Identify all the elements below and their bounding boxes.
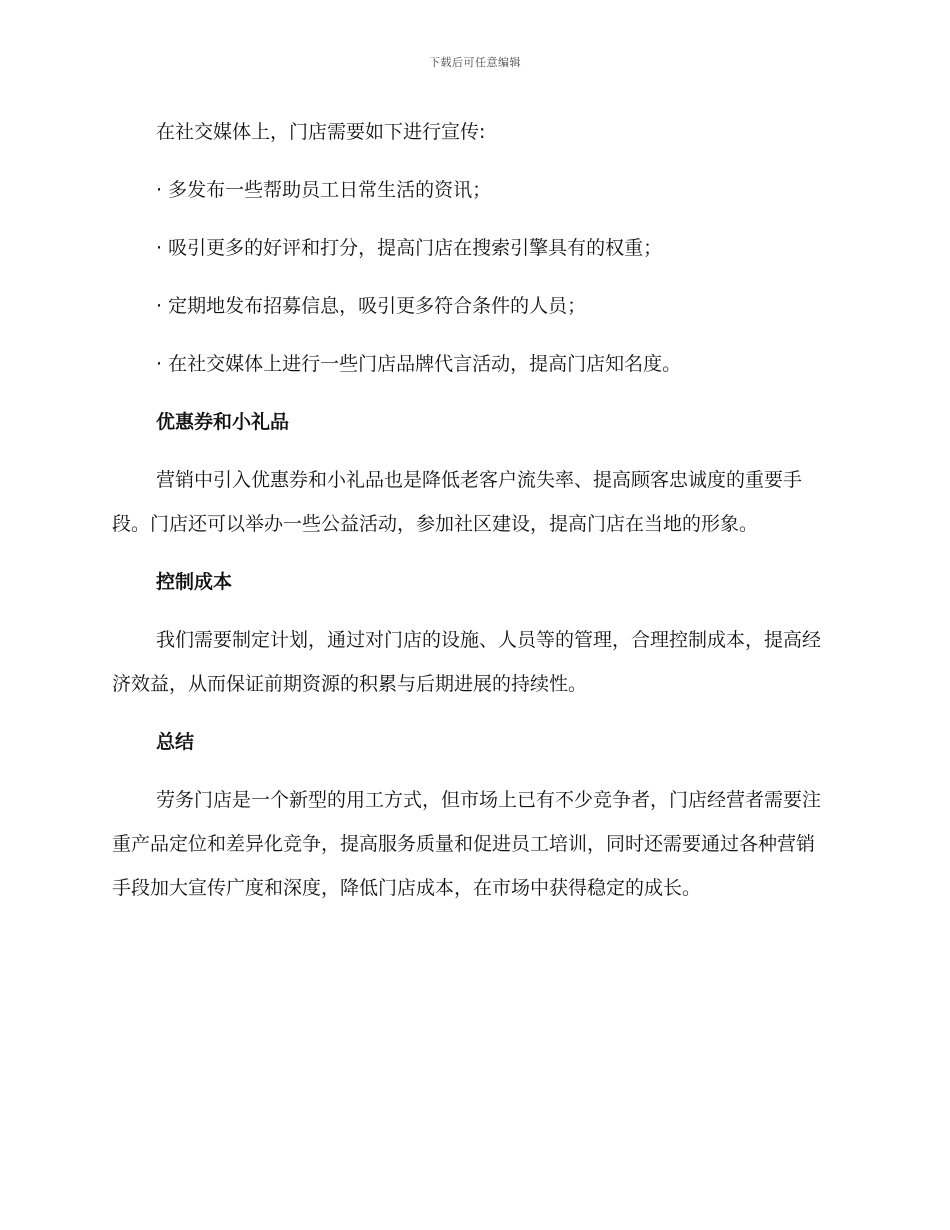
bullet-item: · 定期地发布招募信息，吸引更多符合条件的人员； — [156, 295, 587, 317]
section-heading: 控制成本 — [156, 571, 233, 593]
bullet-item: · 多发布一些帮助员工日常生活的资讯； — [156, 179, 492, 201]
section-body: 营销中引入优惠券和小礼品也是降低老客户流失率、提高顾客忠诚度的重要手段。门店还可以举办一些公益活动，参加社区建设，提高门店在当地的形象。 — [112, 469, 803, 535]
bullet-item: · 吸引更多的好评和打分，提高门店在搜索引擎具有的权重； — [156, 237, 663, 259]
section-body: 劳务门店是一个新型的用工方式，但市场上已有不少竞争者，门店经营者需要注重产品定位和差异化竞争，提高服务质量和促进员工培训，同时还需要通过各种营销手段加大宣传广度和深度，降低门店成本，在市场中获得稳定的成长。 — [112, 789, 822, 899]
document-body — [112, 110, 832, 924]
bullet-list — [112, 168, 832, 386]
section-heading: 总结 — [156, 731, 195, 753]
section-summary — [112, 720, 832, 910]
section-cost-control — [112, 560, 832, 706]
page-header-note: 下载后可任意编辑 — [429, 56, 521, 69]
section-coupons — [112, 400, 832, 546]
section-body: 我们需要制定计划，通过对门店的设施、人员等的管理，合理控制成本，提高经济效益，从而保证前期资源的积累与后期进展的持续性。 — [112, 629, 822, 695]
intro-paragraph: 在社交媒体上，门店需要如下进行宣传: — [156, 121, 486, 143]
section-heading: 优惠券和小礼品 — [156, 411, 290, 433]
bullet-item: · 在社交媒体上进行一些门店品牌代言活动，提高门店知名度。 — [156, 353, 682, 375]
